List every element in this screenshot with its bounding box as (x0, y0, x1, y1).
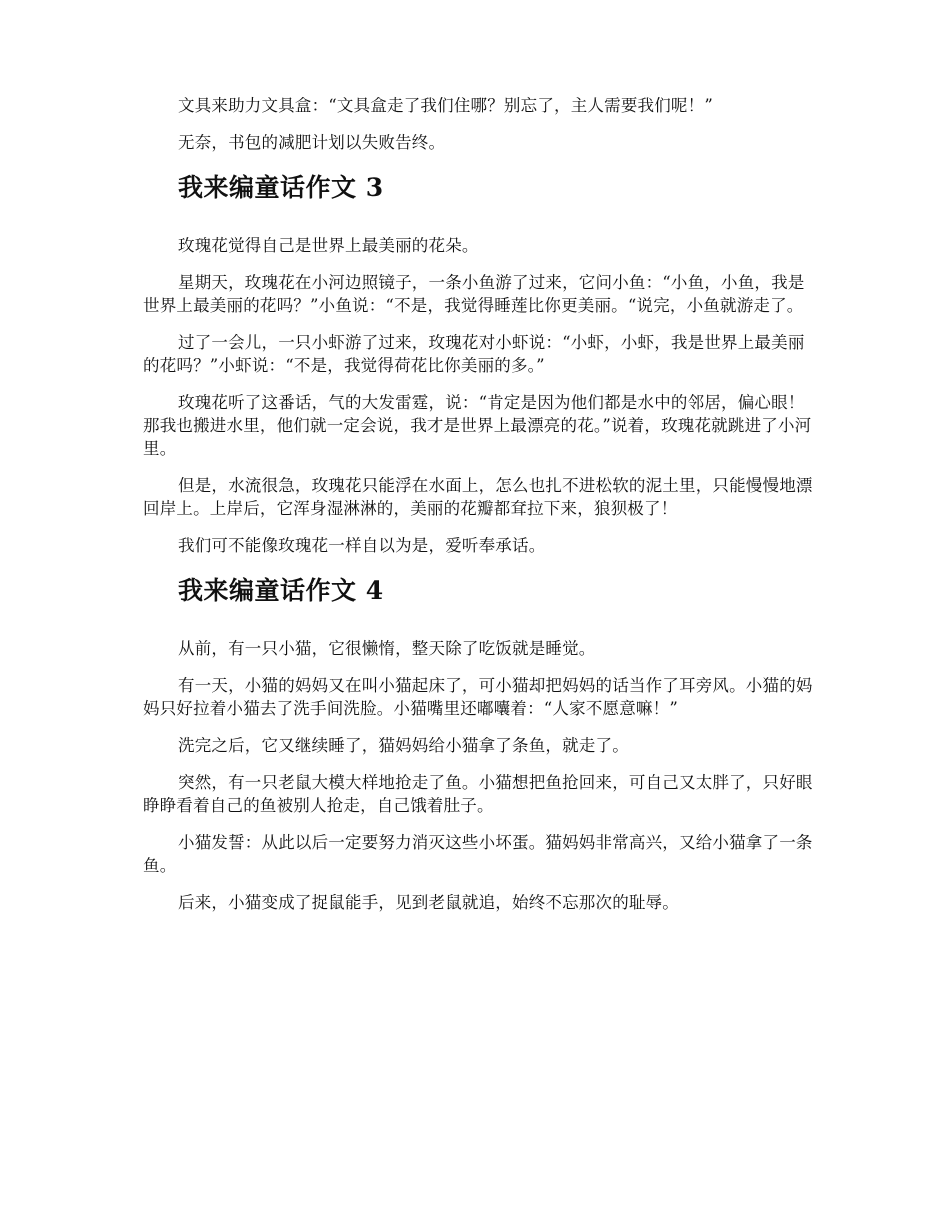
paragraph: 我们可不能像玫瑰花一样自以为是，爱听奉承话。 (178, 536, 546, 555)
section-heading-3: 我来编童话作文 3 (178, 173, 384, 202)
paragraph: 过了一会儿，一只小虾游了过来，玫瑰花对小虾说：“小虾，小虾，我是世界上最美丽的花吗？”小虾说：“不是，我觉得荷花比你美丽的多。” (143, 333, 805, 375)
paragraph: 突然，有一只老鼠大模大样地抢走了鱼。小猫想把鱼抢回来，可自己又太胖了，只好眼睁睁看着自己的鱼被别人抢走，自己饿着肚子。 (143, 773, 813, 815)
paragraph: 无奈，书包的减肥计划以失败告终。 (178, 133, 446, 152)
paragraph: 从前，有一只小猫，它很懒惰，整天除了吃饭就是睡觉。 (178, 639, 596, 658)
document-body (143, 94, 813, 928)
section-heading-4: 我来编童话作文 4 (178, 576, 384, 605)
paragraph: 玫瑰花听了这番话，气的大发雷霆，说：“肯定是因为他们都是水中的邻居，偏心眼！那我也搬进水里，他们就一定会说，我才是世界上最漂亮的花。”说着，玫瑰花就跳进了小河里。 (143, 393, 812, 458)
paragraph: 但是，水流很急，玫瑰花只能浮在水面上，怎么也扎不进松软的泥土里，只能慢慢地漂回岸上。上岸后，它浑身湿淋淋的，美丽的花瓣都耷拉下来，狼狈极了！ (143, 476, 813, 518)
paragraph: 玫瑰花觉得自己是世界上最美丽的花朵。 (178, 236, 479, 255)
paragraph: 小猫发誓：从此以后一定要努力消灭这些小坏蛋。猫妈妈非常高兴，又给小猫拿了一条鱼。 (143, 833, 813, 875)
paragraph: 洗完之后，它又继续睡了，猫妈妈给小猫拿了条鱼，就走了。 (178, 736, 629, 755)
paragraph: 后来，小猫变成了捉鼠能手，见到老鼠就追，始终不忘那次的耻辱。 (178, 893, 679, 912)
paragraph: 星期天，玫瑰花在小河边照镜子，一条小鱼游了过来，它问小鱼：“小鱼，小鱼，我是世界上最美丽的花吗？”小鱼说：“不是，我觉得睡莲比你更美丽。“说完，小鱼就游走了。 (143, 273, 805, 315)
paragraph: 有一天，小猫的妈妈又在叫小猫起床了，可小猫却把妈妈的话当作了耳旁风。小猫的妈妈只好拉着小猫去了洗手间洗脸。小猫嘴里还嘟囔着：“人家不愿意嘛！” (143, 676, 813, 718)
paragraph: 文具来助力文具盒：“文具盒走了我们住哪？别忘了，主人需要我们呢！” (178, 96, 713, 115)
